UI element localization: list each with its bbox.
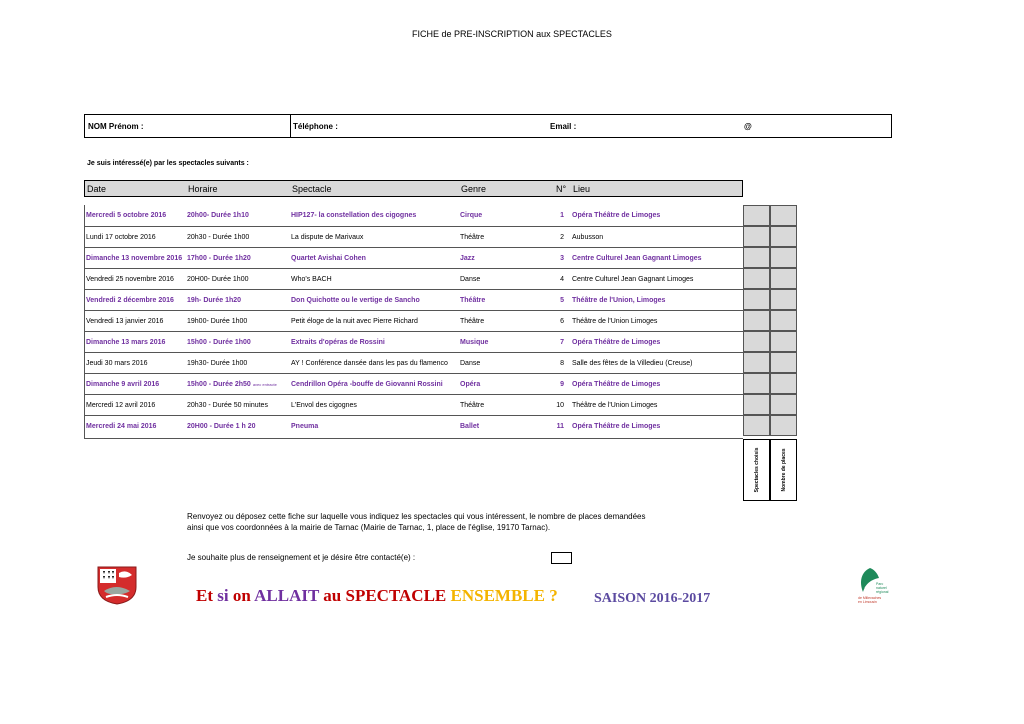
places-cell[interactable] <box>770 289 797 310</box>
row-horaire: 17h00 - Durée 1h20 <box>187 255 251 262</box>
row-num: 8 <box>560 360 564 367</box>
row-genre: Musique <box>460 339 489 346</box>
row-lieu: Opéra Théâtre de Limoges <box>572 212 661 219</box>
phone-label: Téléphone : <box>293 122 338 131</box>
table-row <box>84 415 743 436</box>
choice-cell[interactable] <box>743 289 770 310</box>
table-row <box>84 373 743 394</box>
row-date: Vendredi 25 novembre 2016 <box>86 276 174 283</box>
col-date: Date <box>87 184 107 194</box>
coat-of-arms-logo <box>96 565 138 605</box>
table-row <box>84 289 743 310</box>
choice-cell[interactable] <box>743 331 770 352</box>
row-horaire: 20h30 - Durée 1h00 <box>187 234 250 241</box>
table-row <box>84 268 743 289</box>
identity-box <box>84 114 892 138</box>
row-date: Vendredi 2 décembre 2016 <box>86 297 174 304</box>
row-horaire: 15h00 - Durée 1h00 <box>187 339 251 346</box>
choice-cell[interactable] <box>743 268 770 289</box>
page-title: FICHE de PRE-INSCRIPTION aux SPECTACLES <box>412 29 612 39</box>
row-lieu: Aubusson <box>572 234 604 241</box>
contact-checkbox[interactable] <box>551 552 572 564</box>
row-num: 7 <box>560 339 564 346</box>
row-genre: Théâtre <box>460 402 485 409</box>
name-label: NOM Prénom : <box>88 122 144 131</box>
slogan-word: ENSEMBLE ? <box>450 586 558 605</box>
table-row <box>84 352 743 373</box>
parc-naturel-logo: Parc naturel régional de Millevaches en Limousin <box>855 566 895 608</box>
row-lieu: Opéra Théâtre de Limoges <box>572 381 661 388</box>
row-horaire: 19h00- Durée 1h00 <box>187 318 248 325</box>
slogan-word: on <box>232 586 255 605</box>
choice-cell[interactable] <box>743 394 770 415</box>
email-label: Email : <box>550 122 577 131</box>
row-genre: Théâtre <box>460 318 485 325</box>
row-date: Vendredi 13 janvier 2016 <box>86 318 164 325</box>
row-num: 1 <box>560 212 564 219</box>
label-spectacles-choisis: Spectacles choisis <box>743 439 770 501</box>
row-num: 2 <box>560 234 564 241</box>
row-horaire: 15h00 - Durée 2h50 avec entracte <box>187 381 277 388</box>
row-spectacle: Cendrillon Opéra -bouffe de Giovanni Rossini <box>291 381 443 388</box>
row-spectacle: HIP127- la constellation des cigognes <box>291 212 417 219</box>
saison-label: SAISON 2016-2017 <box>594 591 711 606</box>
row-genre: Théâtre <box>460 234 485 241</box>
row-genre: Danse <box>460 360 481 367</box>
row-genre: Ballet <box>460 423 480 430</box>
places-cell[interactable] <box>770 352 797 373</box>
row-date: Mercredi 24 mai 2016 <box>86 423 157 430</box>
table-header <box>84 180 743 197</box>
row-spectacle: L'Envol des cigognes <box>291 402 357 409</box>
row-horaire: 20h00- Durée 1h10 <box>187 212 249 219</box>
places-cell[interactable] <box>770 310 797 331</box>
places-cell[interactable] <box>770 394 797 415</box>
slogan-word: Et <box>196 586 218 605</box>
row-horaire: 19h- Durée 1h20 <box>187 297 242 304</box>
contact-label: Je souhaite plus de renseignement et je désire être contacté(e) : <box>187 553 416 562</box>
row-genre: Théâtre <box>460 297 486 304</box>
row-horaire: 20h30 - Durée 50 minutes <box>187 402 268 409</box>
row-lieu: Salle des fêtes de la Villedieu (Creuse) <box>572 360 693 367</box>
table-row <box>84 205 743 226</box>
slogan <box>196 586 558 606</box>
row-date: Jeudi 30 mars 2016 <box>86 360 148 367</box>
choice-cell[interactable] <box>743 226 770 247</box>
row-lieu: Centre Culturel Jean Gagnant Limoges <box>572 276 694 283</box>
row-spectacle: AY ! Conférence dansée dans les pas du flamenco <box>291 360 448 367</box>
row-num: 5 <box>560 297 564 304</box>
row-date: Dimanche 13 novembre 2016 <box>86 255 183 262</box>
row-note: avec entracte <box>252 382 277 387</box>
row-num: 10 <box>556 402 564 409</box>
table-row <box>84 310 743 331</box>
places-cell[interactable] <box>770 247 797 268</box>
slogan-word: au <box>323 586 346 605</box>
row-date: Dimanche 13 mars 2016 <box>86 339 166 346</box>
row-genre: Opéra <box>460 381 481 388</box>
row-num: 9 <box>560 381 564 388</box>
slogan-word: si <box>217 586 233 605</box>
row-spectacle: Who's BACH <box>291 276 332 283</box>
places-cell[interactable] <box>770 331 797 352</box>
slogan-word: ALLAIT <box>254 586 324 605</box>
table-row <box>84 247 743 268</box>
row-genre: Jazz <box>460 255 475 262</box>
choice-cell[interactable] <box>743 373 770 394</box>
at-sign: @ <box>744 122 752 131</box>
row-num: 6 <box>560 318 564 325</box>
choice-cell[interactable] <box>743 247 770 268</box>
row-lieu: Centre Culturel Jean Gagnant Limoges <box>572 255 702 262</box>
places-cell[interactable] <box>770 415 797 436</box>
instructions: Renvoyez ou déposez cette fiche sur laquelle vous indiquez les spectacles qui vous intéressent, le nombre de places demandées ainsi que vos coordonnées à la mairie de Tarnac (Mairie de Tarnac, 1, place de l'église, 19170 Tarnac). <box>187 512 646 532</box>
row-spectacle: Quartet Avishai Cohen <box>291 255 366 262</box>
places-cell[interactable] <box>770 205 797 226</box>
row-spectacle: Extraits d'opéras de Rossini <box>291 339 385 346</box>
row-lieu: Opéra Théâtre de Limoges <box>572 339 661 346</box>
row-genre: Danse <box>460 276 481 283</box>
row-spectacle: Don Quichotte ou le vertige de Sancho <box>291 297 420 304</box>
row-date: Mercredi 5 octobre 2016 <box>86 212 167 219</box>
places-cell[interactable] <box>770 268 797 289</box>
col-lieu: Lieu <box>573 184 591 194</box>
places-cell[interactable] <box>770 373 797 394</box>
choice-cell[interactable] <box>743 310 770 331</box>
row-spectacle: Pneuma <box>291 423 319 430</box>
table-row <box>84 226 743 247</box>
table-row <box>84 394 743 415</box>
row-date: Lundi 17 octobre 2016 <box>86 234 156 241</box>
row-lieu: Opéra Théâtre de Limoges <box>572 423 661 430</box>
row-num: 3 <box>560 255 564 262</box>
row-genre: Cirque <box>460 212 483 219</box>
label-nombre-places: Nombre de places <box>770 439 797 501</box>
row-horaire: 19h30- Durée 1h00 <box>187 360 248 367</box>
choice-cell[interactable] <box>743 205 770 226</box>
places-cell[interactable] <box>770 226 797 247</box>
interest-label: Je suis intéressé(e) par les spectacles suivants : <box>87 160 249 167</box>
choice-cell[interactable] <box>743 415 770 436</box>
row-spectacle: Petit éloge de la nuit avec Pierre Richard <box>291 318 418 325</box>
row-horaire: 20H00 - Durée 1 h 20 <box>187 423 256 430</box>
col-genre: Genre <box>461 184 487 194</box>
row-lieu: Théâtre de l'Union Limoges <box>572 318 658 325</box>
table-row <box>84 331 743 352</box>
row-date: Dimanche 9 avril 2016 <box>86 381 160 388</box>
slogan-word: SPECTACLE <box>345 586 451 605</box>
col-spectacle: Spectacle <box>292 184 332 194</box>
col-num: N° <box>556 184 567 194</box>
row-date: Mercredi 12 avril 2016 <box>86 402 156 409</box>
row-num: 11 <box>556 423 564 430</box>
choice-cell[interactable] <box>743 352 770 373</box>
row-spectacle: La dispute de Marivaux <box>291 234 364 241</box>
row-num: 4 <box>560 276 564 283</box>
col-horaire: Horaire <box>188 184 218 194</box>
row-horaire: 20H00- Durée 1h00 <box>187 276 249 283</box>
row-lieu: Théâtre de l'Union Limoges <box>572 402 658 409</box>
row-lieu: Théâtre de l'Union, Limoges <box>572 297 666 304</box>
